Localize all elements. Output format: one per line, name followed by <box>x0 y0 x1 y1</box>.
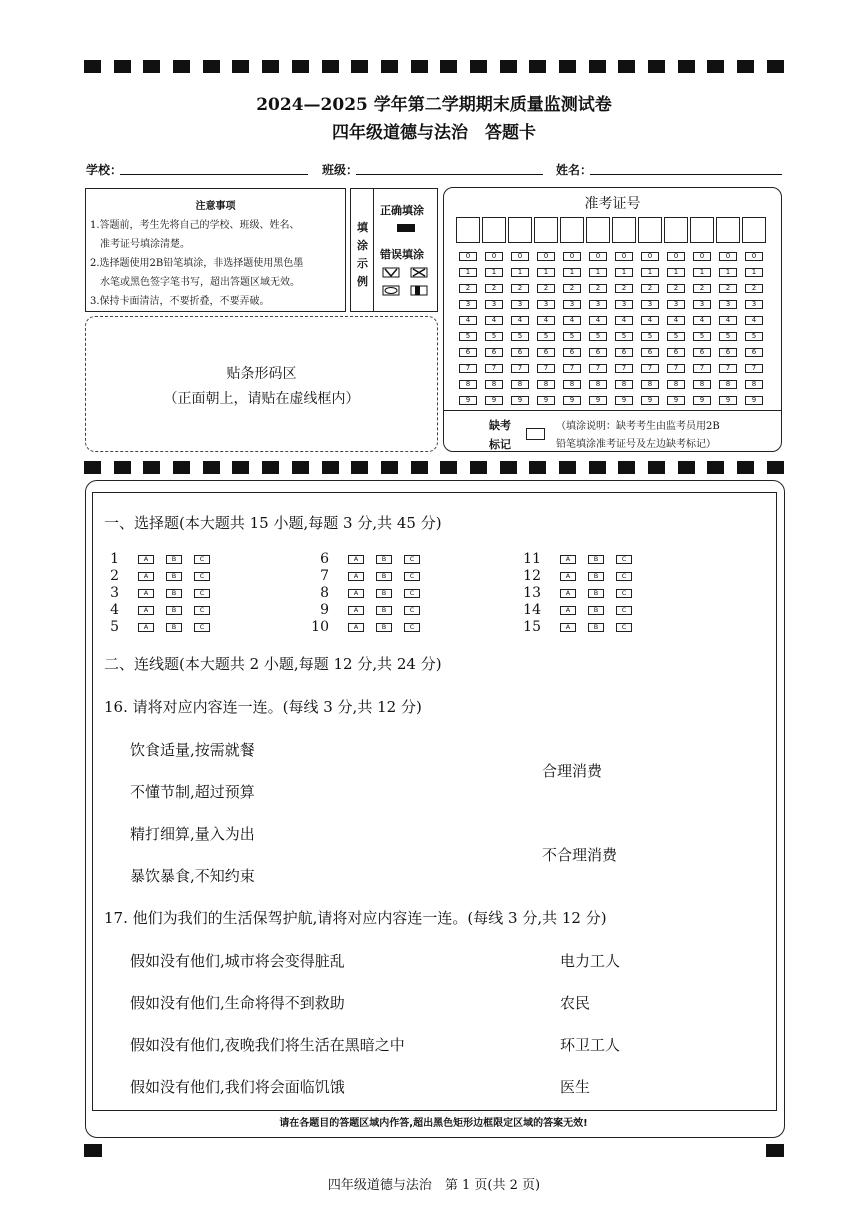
dash-segment <box>351 461 368 474</box>
option-bubble[interactable]: A <box>560 606 576 615</box>
exam-id-bubble[interactable]: 8 <box>615 380 633 389</box>
dash-segment <box>411 60 428 73</box>
exam-id-bubble[interactable]: 3 <box>693 300 711 309</box>
exam-id-bubble[interactable]: 1 <box>719 268 737 277</box>
option-bubble[interactable]: A <box>138 623 154 632</box>
question-number: 12 <box>523 568 541 584</box>
question-number: 4 <box>110 602 119 618</box>
q17-prompt: 17. 他们为我们的生活保驾护航,请将对应内容连一连。(每线 3 分,共 12 分) <box>104 909 607 927</box>
question-number: 9 <box>320 602 329 618</box>
exam-id-bubble[interactable]: 3 <box>537 300 555 309</box>
exam-id-bubble[interactable]: 9 <box>511 396 529 405</box>
absent-mark-box[interactable] <box>526 428 545 440</box>
exam-id-bubble[interactable]: 8 <box>537 380 555 389</box>
exam-id-bubble[interactable]: 3 <box>459 300 477 309</box>
dash-segment <box>500 60 517 73</box>
q16-left-item[interactable]: 精打细算,量入为出 <box>130 825 255 843</box>
exam-id-bubble[interactable]: 3 <box>485 300 503 309</box>
dash-segment <box>678 60 695 73</box>
exam-id-bubble[interactable]: 6 <box>693 348 711 357</box>
exam-id-bubble[interactable]: 8 <box>641 380 659 389</box>
option-bubble[interactable]: B <box>376 555 392 564</box>
dash-segment <box>203 60 220 73</box>
option-bubble[interactable]: A <box>560 555 576 564</box>
q16-left-item[interactable]: 饮食适量,按需就餐 <box>130 741 255 759</box>
question-number: 8 <box>320 585 329 601</box>
exam-id-bubble[interactable]: 3 <box>719 300 737 309</box>
exam-id-bubble[interactable]: 2 <box>485 284 503 293</box>
exam-id-bubble[interactable]: 9 <box>667 396 685 405</box>
exam-id-bubble[interactable]: 1 <box>745 268 763 277</box>
exam-id-digit-cell[interactable] <box>560 217 584 243</box>
dash-segment <box>381 60 398 73</box>
page-footer: 四年级道德与法治 第 1 页(共 2 页) <box>327 1178 541 1193</box>
class-field[interactable] <box>356 174 543 175</box>
exam-id-bubble[interactable]: 8 <box>485 380 503 389</box>
exam-id-bubble[interactable]: 5 <box>589 332 607 341</box>
option-bubble[interactable]: C <box>616 623 632 632</box>
barcode-title: 贴条形码区 <box>226 366 297 382</box>
question-number: 13 <box>523 585 541 601</box>
exam-id-bubble[interactable]: 4 <box>641 316 659 325</box>
exam-id-bubble[interactable]: 9 <box>589 396 607 405</box>
option-bubble[interactable]: C <box>194 555 210 564</box>
dash-segment <box>114 461 131 474</box>
exam-id-bubble[interactable]: 3 <box>667 300 685 309</box>
exam-id-bubble[interactable]: 7 <box>693 364 711 373</box>
exam-id-bubble[interactable]: 1 <box>511 268 529 277</box>
exam-id-bubble[interactable]: 8 <box>719 380 737 389</box>
option-bubble[interactable]: B <box>588 606 604 615</box>
q17-left-item[interactable]: 假如没有他们,城市将会变得脏乱 <box>130 952 345 970</box>
name-label: 姓名： <box>556 163 593 177</box>
correct-fill-label: 正确填涂 <box>380 204 424 217</box>
q16-left-item[interactable]: 暴饮暴食,不知约束 <box>130 867 255 885</box>
exam-id-bubble[interactable]: 4 <box>615 316 633 325</box>
exam-id-bubble[interactable]: 5 <box>511 332 529 341</box>
exam-id-bubble[interactable]: 5 <box>485 332 503 341</box>
exam-id-bubble[interactable]: 7 <box>745 364 763 373</box>
school-label: 学校： <box>86 163 123 177</box>
dash-segment <box>322 60 339 73</box>
dash-segment <box>84 461 101 474</box>
dash-segment <box>292 461 309 474</box>
absent-note-2: 铅笔填涂准考证号及左边缺考标记） <box>556 439 716 450</box>
dash-segment <box>232 461 249 474</box>
dash-segment <box>618 461 635 474</box>
notice-item: 准考证号填涂清楚。 <box>100 239 190 250</box>
exam-id-bubble[interactable]: 5 <box>537 332 555 341</box>
dash-segment <box>589 461 606 474</box>
exam-id-bubble[interactable]: 0 <box>693 252 711 261</box>
option-bubble[interactable]: B <box>376 606 392 615</box>
option-bubble[interactable]: C <box>404 589 420 598</box>
dash-segment <box>440 461 457 474</box>
exam-id-bubble[interactable]: 7 <box>641 364 659 373</box>
exam-id-bubble[interactable]: 1 <box>693 268 711 277</box>
question-number: 11 <box>523 551 541 567</box>
question-number: 1 <box>110 551 119 567</box>
wrong-fill-label: 错误填涂 <box>380 248 424 261</box>
exam-id-bubble[interactable]: 0 <box>563 252 581 261</box>
name-field[interactable] <box>590 174 782 175</box>
option-bubble[interactable]: B <box>588 572 604 581</box>
exam-id-bubble[interactable]: 9 <box>485 396 503 405</box>
exam-id-bubble[interactable]: 4 <box>485 316 503 325</box>
exam-id-bubble[interactable]: 9 <box>563 396 581 405</box>
option-bubble[interactable]: A <box>138 572 154 581</box>
exam-id-bubble[interactable]: 8 <box>459 380 477 389</box>
exam-subtitle: 四年级道德与法治 答题卡 <box>332 123 536 143</box>
exam-id-bubble[interactable]: 4 <box>745 316 763 325</box>
q17-left-item[interactable]: 假如没有他们,我们将会面临饥饿 <box>130 1078 345 1096</box>
question-number: 7 <box>320 568 329 584</box>
exam-id-bubble[interactable]: 8 <box>563 380 581 389</box>
option-bubble[interactable]: C <box>616 572 632 581</box>
question-number: 3 <box>110 585 119 601</box>
footer-warning: 请在各题目的答题区域内作答,超出黑色矩形边框限定区域的答案无效! <box>279 1118 588 1129</box>
dash-segment <box>559 60 576 73</box>
q16-right-item[interactable]: 合理消费 <box>542 762 603 780</box>
exam-id-bubble[interactable]: 9 <box>745 396 763 405</box>
exam-id-bubble[interactable]: 2 <box>589 284 607 293</box>
option-bubble[interactable]: A <box>560 589 576 598</box>
q17-left-item[interactable]: 假如没有他们,夜晚我们将生活在黑暗之中 <box>130 1036 405 1054</box>
exam-id-bubble[interactable]: 7 <box>719 364 737 373</box>
exam-id-bubble[interactable]: 8 <box>745 380 763 389</box>
dash-segment <box>143 60 160 73</box>
class-label: 班级： <box>322 163 359 177</box>
question-number: 5 <box>110 619 119 635</box>
exam-id-bubble[interactable]: 0 <box>667 252 685 261</box>
option-bubble[interactable]: B <box>166 589 182 598</box>
notice-item: 水笔或黑色签字笔书写，超出答题区域无效。 <box>100 277 300 288</box>
barcode-area <box>85 316 438 452</box>
dash-segment <box>559 461 576 474</box>
option-bubble[interactable]: C <box>404 572 420 581</box>
exam-id-bubble[interactable]: 6 <box>537 348 555 357</box>
q17-left-item[interactable]: 假如没有他们,生命将得不到救助 <box>130 994 345 1012</box>
option-bubble[interactable]: A <box>348 572 364 581</box>
exam-id-bubble[interactable]: 0 <box>641 252 659 261</box>
q17-right-item[interactable]: 环卫工人 <box>560 1036 621 1054</box>
dash-segment <box>262 60 279 73</box>
exam-id-bubble[interactable]: 9 <box>719 396 737 405</box>
dash-segment <box>678 461 695 474</box>
fill-example-label: 填 涂 示 例 <box>357 221 368 288</box>
option-bubble[interactable]: C <box>194 589 210 598</box>
exam-id-bubble[interactable]: 6 <box>511 348 529 357</box>
dash-segment <box>84 60 101 73</box>
exam-id-digit-cell[interactable] <box>664 217 688 243</box>
exam-id-bubble[interactable]: 0 <box>485 252 503 261</box>
dash-segment <box>767 60 784 73</box>
dash-segment <box>767 461 784 474</box>
question-number: 14 <box>523 602 541 618</box>
school-field[interactable] <box>120 174 308 175</box>
dash-segment <box>529 461 546 474</box>
exam-id-bubble[interactable]: 1 <box>459 268 477 277</box>
exam-id-bubble[interactable]: 9 <box>459 396 477 405</box>
exam-id-bubble[interactable]: 7 <box>511 364 529 373</box>
option-bubble[interactable]: B <box>588 623 604 632</box>
option-bubble[interactable]: A <box>138 589 154 598</box>
dash-segment <box>351 60 368 73</box>
barcode-hint: （正面朝上，请贴在虚线框内） <box>163 391 360 407</box>
exam-id-bubble[interactable]: 4 <box>693 316 711 325</box>
exam-id-bubble[interactable]: 0 <box>589 252 607 261</box>
exam-id-bubble[interactable]: 1 <box>537 268 555 277</box>
exam-id-bubble[interactable]: 1 <box>641 268 659 277</box>
dash-segment <box>589 60 606 73</box>
exam-id-bubble[interactable]: 4 <box>511 316 529 325</box>
exam-id-bubble[interactable]: 1 <box>615 268 633 277</box>
notice-item: 3.保持卡面清洁，不要折叠，不要弄破。 <box>90 296 270 307</box>
exam-id-bubble[interactable]: 6 <box>641 348 659 357</box>
fill-example-box <box>350 188 438 312</box>
dash-segment <box>648 461 665 474</box>
exam-id-bubble[interactable]: 5 <box>745 332 763 341</box>
option-bubble[interactable]: A <box>348 606 364 615</box>
dash-segment <box>470 60 487 73</box>
exam-id-title: 准考证号 <box>584 196 641 212</box>
option-bubble[interactable]: A <box>348 623 364 632</box>
corner-mark-right <box>766 1144 784 1157</box>
exam-id-bubble[interactable]: 6 <box>589 348 607 357</box>
exam-id-bubble[interactable]: 2 <box>745 284 763 293</box>
option-bubble[interactable]: C <box>616 555 632 564</box>
exam-id-bubble[interactable]: 0 <box>511 252 529 261</box>
exam-id-bubble[interactable]: 9 <box>615 396 633 405</box>
dash-segment <box>173 60 190 73</box>
exam-id-box <box>443 187 782 452</box>
option-bubble[interactable]: B <box>588 589 604 598</box>
exam-id-bubble[interactable]: 8 <box>511 380 529 389</box>
exam-id-bubble[interactable]: 8 <box>589 380 607 389</box>
dash-segment <box>618 60 635 73</box>
exam-id-bubble[interactable]: 6 <box>719 348 737 357</box>
exam-id-bubble[interactable]: 2 <box>563 284 581 293</box>
dash-segment <box>648 60 665 73</box>
wrong-fill-marks <box>381 265 435 301</box>
corner-mark-left <box>84 1144 102 1157</box>
exam-id-bubble[interactable]: 6 <box>485 348 503 357</box>
option-bubble[interactable]: B <box>166 606 182 615</box>
exam-id-bubble[interactable]: 2 <box>719 284 737 293</box>
option-bubble[interactable]: C <box>194 623 210 632</box>
option-bubble[interactable]: A <box>560 572 576 581</box>
exam-id-digit-cell[interactable] <box>638 217 662 243</box>
option-bubble[interactable]: C <box>616 606 632 615</box>
option-bubble[interactable]: B <box>166 572 182 581</box>
exam-id-bubble[interactable]: 6 <box>745 348 763 357</box>
exam-id-digit-cell[interactable] <box>456 217 480 243</box>
dash-segment <box>173 461 190 474</box>
exam-id-bubble[interactable]: 5 <box>693 332 711 341</box>
exam-id-bubble[interactable]: 7 <box>615 364 633 373</box>
option-bubble[interactable]: B <box>376 623 392 632</box>
absent-label: 缺考 <box>489 419 511 432</box>
dash-segment <box>203 461 220 474</box>
q16-left-item[interactable]: 不懂节制,超过预算 <box>130 783 255 801</box>
middle-dash-border <box>84 461 784 475</box>
exam-id-bubble[interactable]: 1 <box>485 268 503 277</box>
exam-id-bubble[interactable]: 0 <box>615 252 633 261</box>
exam-id-bubble[interactable]: 4 <box>589 316 607 325</box>
option-bubble[interactable]: C <box>404 606 420 615</box>
option-bubble[interactable]: B <box>166 623 182 632</box>
exam-id-bubble[interactable]: 9 <box>537 396 555 405</box>
exam-id-bubble[interactable]: 4 <box>667 316 685 325</box>
option-bubble[interactable]: C <box>404 555 420 564</box>
dash-segment <box>707 461 724 474</box>
exam-id-bubble[interactable]: 4 <box>563 316 581 325</box>
exam-id-digit-cell[interactable] <box>742 217 766 243</box>
exam-id-bubble[interactable]: 1 <box>667 268 685 277</box>
dash-segment <box>143 461 160 474</box>
exam-id-bubble[interactable]: 3 <box>745 300 763 309</box>
q17-right-item[interactable]: 医生 <box>560 1078 591 1096</box>
exam-id-bubble[interactable]: 6 <box>459 348 477 357</box>
exam-id-bubble[interactable]: 0 <box>537 252 555 261</box>
notice-heading: 注意事项 <box>195 201 236 212</box>
exam-id-bubble[interactable]: 5 <box>641 332 659 341</box>
option-bubble[interactable]: B <box>166 555 182 564</box>
option-bubble[interactable]: B <box>376 589 392 598</box>
top-dash-border <box>84 60 784 74</box>
notice-item: 1.答题前，考生先将自己的学校、班级、姓名、 <box>90 220 300 231</box>
q16-right-item[interactable]: 不合理消费 <box>542 846 618 864</box>
exam-id-bubble[interactable]: 7 <box>459 364 477 373</box>
exam-id-bubble[interactable]: 2 <box>641 284 659 293</box>
dash-segment <box>322 461 339 474</box>
question-number: 15 <box>523 619 541 635</box>
exam-id-bubble[interactable]: 5 <box>615 332 633 341</box>
option-bubble[interactable]: C <box>404 623 420 632</box>
dash-segment <box>114 60 131 73</box>
option-bubble[interactable]: A <box>560 623 576 632</box>
exam-id-bubble[interactable]: 8 <box>667 380 685 389</box>
dash-segment <box>381 461 398 474</box>
exam-id-bubble[interactable]: 1 <box>563 268 581 277</box>
dash-segment <box>737 60 754 73</box>
option-bubble[interactable]: A <box>138 606 154 615</box>
dash-segment <box>411 461 428 474</box>
dash-segment <box>500 461 517 474</box>
exam-id-bubble[interactable]: 3 <box>615 300 633 309</box>
exam-id-digit-cell[interactable] <box>716 217 740 243</box>
exam-id-bubble[interactable]: 5 <box>719 332 737 341</box>
q17-right-item[interactable]: 农民 <box>560 994 591 1012</box>
dash-segment <box>440 60 457 73</box>
exam-id-digit-cell[interactable] <box>690 217 714 243</box>
dash-segment <box>232 60 249 73</box>
q17-right-item[interactable]: 电力工人 <box>560 952 621 970</box>
exam-id-bubble[interactable]: 1 <box>589 268 607 277</box>
dash-segment <box>707 60 724 73</box>
option-bubble[interactable]: B <box>376 572 392 581</box>
exam-id-bubble[interactable]: 7 <box>589 364 607 373</box>
exam-id-bubble[interactable]: 5 <box>459 332 477 341</box>
exam-id-bubble[interactable]: 0 <box>745 252 763 261</box>
exam-id-bubble[interactable]: 2 <box>615 284 633 293</box>
notice-item: 2.选择题使用2B铅笔填涂，非选择题使用黑色墨 <box>90 258 304 269</box>
exam-id-bubble[interactable]: 4 <box>537 316 555 325</box>
section1-heading: 一、选择题(本大题共 15 小题,每题 3 分,共 45 分) <box>104 514 442 532</box>
dash-segment <box>529 60 546 73</box>
exam-id-bubble[interactable]: 2 <box>511 284 529 293</box>
exam-id-bubble[interactable]: 6 <box>615 348 633 357</box>
exam-id-bubble[interactable]: 3 <box>511 300 529 309</box>
dash-segment <box>262 461 279 474</box>
exam-title: 2024—2025 学年第二学期期末质量监测试卷 <box>256 95 612 115</box>
exam-id-bubble[interactable]: 9 <box>693 396 711 405</box>
notice-box <box>85 188 346 312</box>
exam-id-bubble[interactable]: 0 <box>719 252 737 261</box>
exam-id-bubble[interactable]: 7 <box>537 364 555 373</box>
absent-note-1: （填涂说明：缺考考生由监考员用2B <box>556 421 720 432</box>
exam-id-bubble[interactable]: 9 <box>641 396 659 405</box>
dash-segment <box>292 60 309 73</box>
exam-id-bubble[interactable]: 3 <box>563 300 581 309</box>
correct-fill-mark <box>397 224 415 232</box>
option-bubble[interactable]: B <box>588 555 604 564</box>
exam-id-bubble[interactable]: 5 <box>563 332 581 341</box>
exam-id-bubble[interactable]: 0 <box>459 252 477 261</box>
exam-id-bubble[interactable]: 3 <box>589 300 607 309</box>
exam-id-bubble[interactable]: 7 <box>485 364 503 373</box>
exam-id-bubble[interactable]: 2 <box>459 284 477 293</box>
question-number: 2 <box>110 568 119 584</box>
option-bubble[interactable]: C <box>194 572 210 581</box>
exam-id-bubble[interactable]: 2 <box>537 284 555 293</box>
option-bubble[interactable]: A <box>348 555 364 564</box>
q16-prompt: 16. 请将对应内容连一连。(每线 3 分,共 12 分) <box>104 698 422 716</box>
question-number: 6 <box>320 551 329 567</box>
exam-id-bubble[interactable]: 8 <box>693 380 711 389</box>
exam-id-digit-cell[interactable] <box>482 217 506 243</box>
dash-segment <box>737 461 754 474</box>
exam-id-bubble[interactable]: 4 <box>459 316 477 325</box>
option-bubble[interactable]: A <box>348 589 364 598</box>
exam-id-bubble[interactable]: 2 <box>693 284 711 293</box>
option-bubble[interactable]: C <box>194 606 210 615</box>
exam-id-bubble[interactable]: 7 <box>563 364 581 373</box>
option-bubble[interactable]: A <box>138 555 154 564</box>
exam-id-bubble[interactable]: 4 <box>719 316 737 325</box>
question-number: 10 <box>311 619 329 635</box>
section2-heading: 二、连线题(本大题共 2 小题,每题 12 分,共 24 分) <box>104 655 442 673</box>
exam-id-bubble[interactable]: 3 <box>641 300 659 309</box>
dash-segment <box>470 461 487 474</box>
exam-id-digit-cell[interactable] <box>508 217 532 243</box>
exam-id-bubble[interactable]: 5 <box>667 332 685 341</box>
absent-label-2: 标记 <box>489 438 511 451</box>
exam-id-digit-cell[interactable] <box>586 217 610 243</box>
exam-id-digit-cell[interactable] <box>612 217 636 243</box>
exam-id-bubble[interactable]: 7 <box>667 364 685 373</box>
exam-id-bubble[interactable]: 6 <box>667 348 685 357</box>
exam-id-bubble[interactable]: 6 <box>563 348 581 357</box>
exam-id-digit-cell[interactable] <box>534 217 558 243</box>
option-bubble[interactable]: C <box>616 589 632 598</box>
exam-id-bubble[interactable]: 2 <box>667 284 685 293</box>
